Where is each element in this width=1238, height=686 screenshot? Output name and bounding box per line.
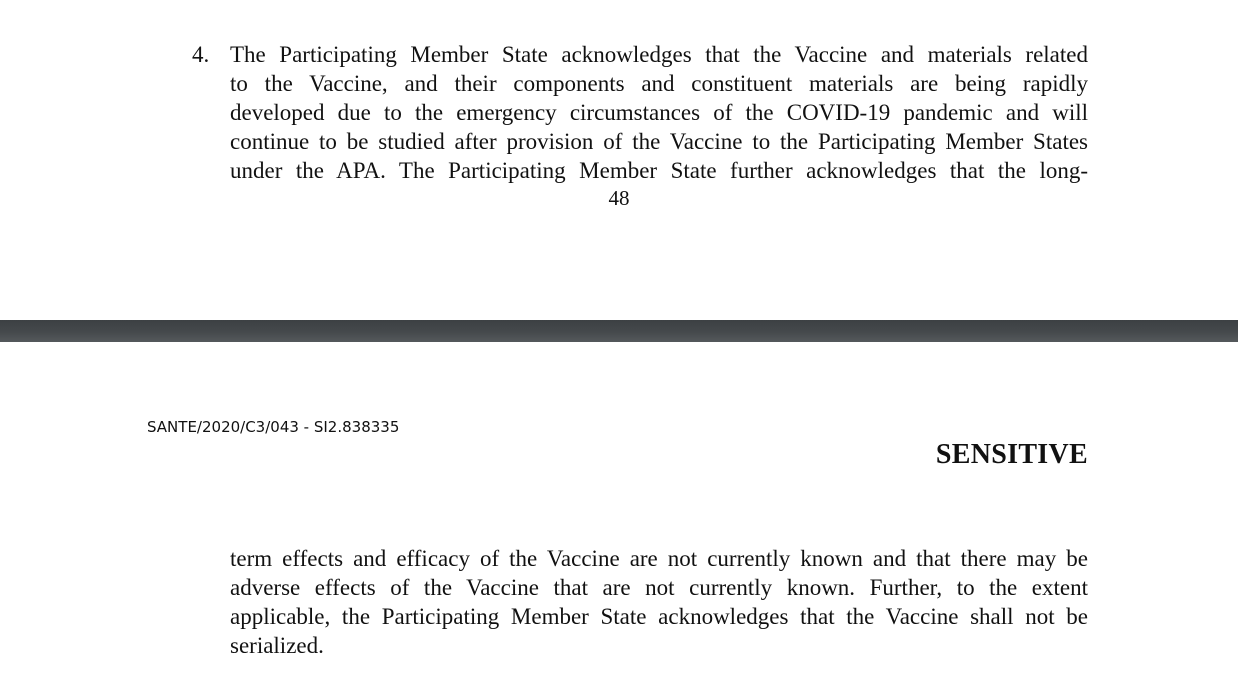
page-separator [0,320,1238,342]
clause-text-line: to the Vaccine, and their components and constituent materials are being rapidly [230,71,1088,96]
clause-number: 4. [192,42,210,67]
clause-text-line: The Participating Member State acknowledges that the Vaccine and materials related [230,42,1088,67]
numbered-clause [192,40,1088,185]
classification-marking: SENSITIVE [935,439,1088,470]
page-number: 48 [608,186,630,210]
continuation-line: term effects and efficacy of the Vaccine are not currently known and that there may be [230,546,1088,571]
clause-text-line: under the APA. The Participating Member State further acknowledges that the long- [230,158,1088,183]
clause-continuation [230,544,1088,660]
clause-text-line: continue to be studied after provision of the Vaccine to the Participating Member States [230,129,1088,154]
continuation-line: applicable, the Participating Member State acknowledges that the Vaccine shall not be [230,604,1088,629]
clause-text-line: developed due to the emergency circumstances of the COVID-19 pandemic and will [230,100,1088,125]
document-page-upper [0,0,1238,320]
clause-text [230,40,1088,185]
continuation-line: serialized. [230,633,324,658]
continuation-line: adverse effects of the Vaccine that are not currently known. Further, to the extent [230,575,1088,600]
document-reference: SANTE/2020/C3/043 - SI2.838335 [147,418,400,436]
document-page-lower [0,342,1238,686]
